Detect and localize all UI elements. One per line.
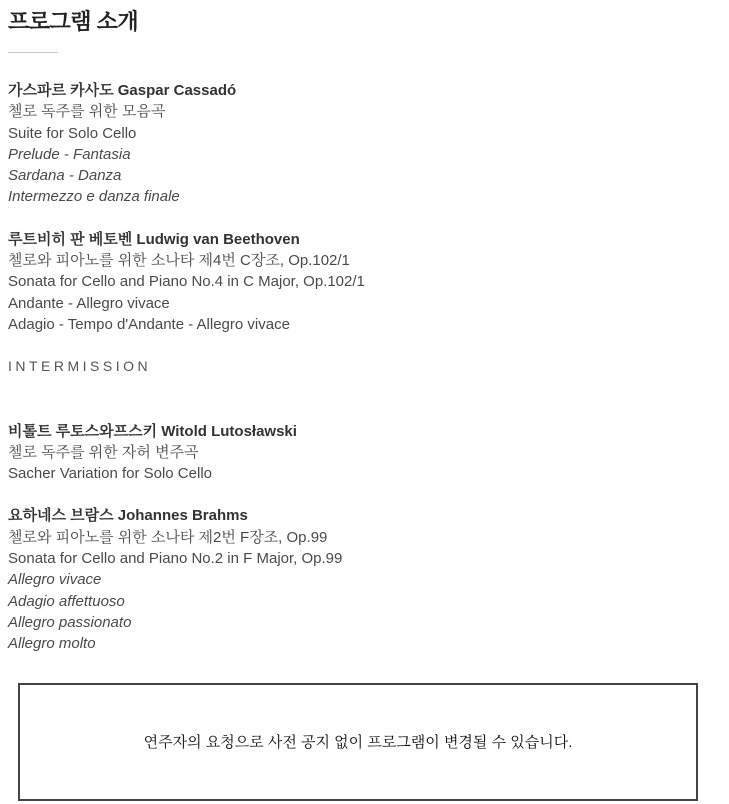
program-group [8,505,721,654]
piece-line: Sonata for Cello and Piano No.4 in C Major, Op.102/1 [8,273,365,291]
composer-name: 루트비히 판 베토벤 Ludwig van Beethoven [8,230,300,248]
piece-line: Allegro vivace [8,571,102,589]
piece-line: Andante - Allegro vivace [8,294,170,312]
piece-line: Allegro passionato [8,613,132,631]
piece-line: Adagio affettuoso [8,592,125,610]
program-group [8,229,721,335]
piece-line: 첼로 독주를 위한 모음곡 [8,103,166,121]
piece-line: 첼로 독주를 위한 자허 변주곡 [8,443,199,461]
piece-line: Sacher Variation for Solo Cello [8,465,212,483]
piece-line: Adagio - Tempo d'Andante - Allegro vivace [8,315,290,333]
composer-name: 요하네스 브람스 Johannes Brahms [8,507,248,525]
piece-line: Sardana - Danza [8,167,122,185]
piece-line: Allegro molto [8,635,96,653]
program-list [8,80,721,655]
composer-name: 비톨트 루토스와프스키 Witold Lutosławski [8,422,297,440]
program-group [8,80,721,208]
piece-line: Intermezzo e danza finale [8,188,180,206]
notice-text: 연주자의 요청으로 사전 공지 없이 프로그램이 변경될 수 있습니다. [143,734,573,752]
page-title: 프로그램 소개 [8,9,139,34]
piece-line: Sonata for Cello and Piano No.2 in F Major, Op.99 [8,550,343,568]
composer-name: 가스파르 카사도 Gaspar Cassadó [8,82,237,99]
program-group [8,421,721,485]
notice-box [18,683,698,801]
title-divider [8,52,58,53]
piece-line: Suite for Solo Cello [8,124,137,142]
piece-line: 첼로와 피아노를 위한 소나타 제4번 C장조, Op.102/1 [8,252,350,270]
piece-line: Prelude - Fantasia [8,145,131,163]
piece-line: 첼로와 피아노를 위한 소나타 제2번 F장조, Op.99 [8,528,328,546]
intermission-label: INTERMISSION [8,358,152,375]
